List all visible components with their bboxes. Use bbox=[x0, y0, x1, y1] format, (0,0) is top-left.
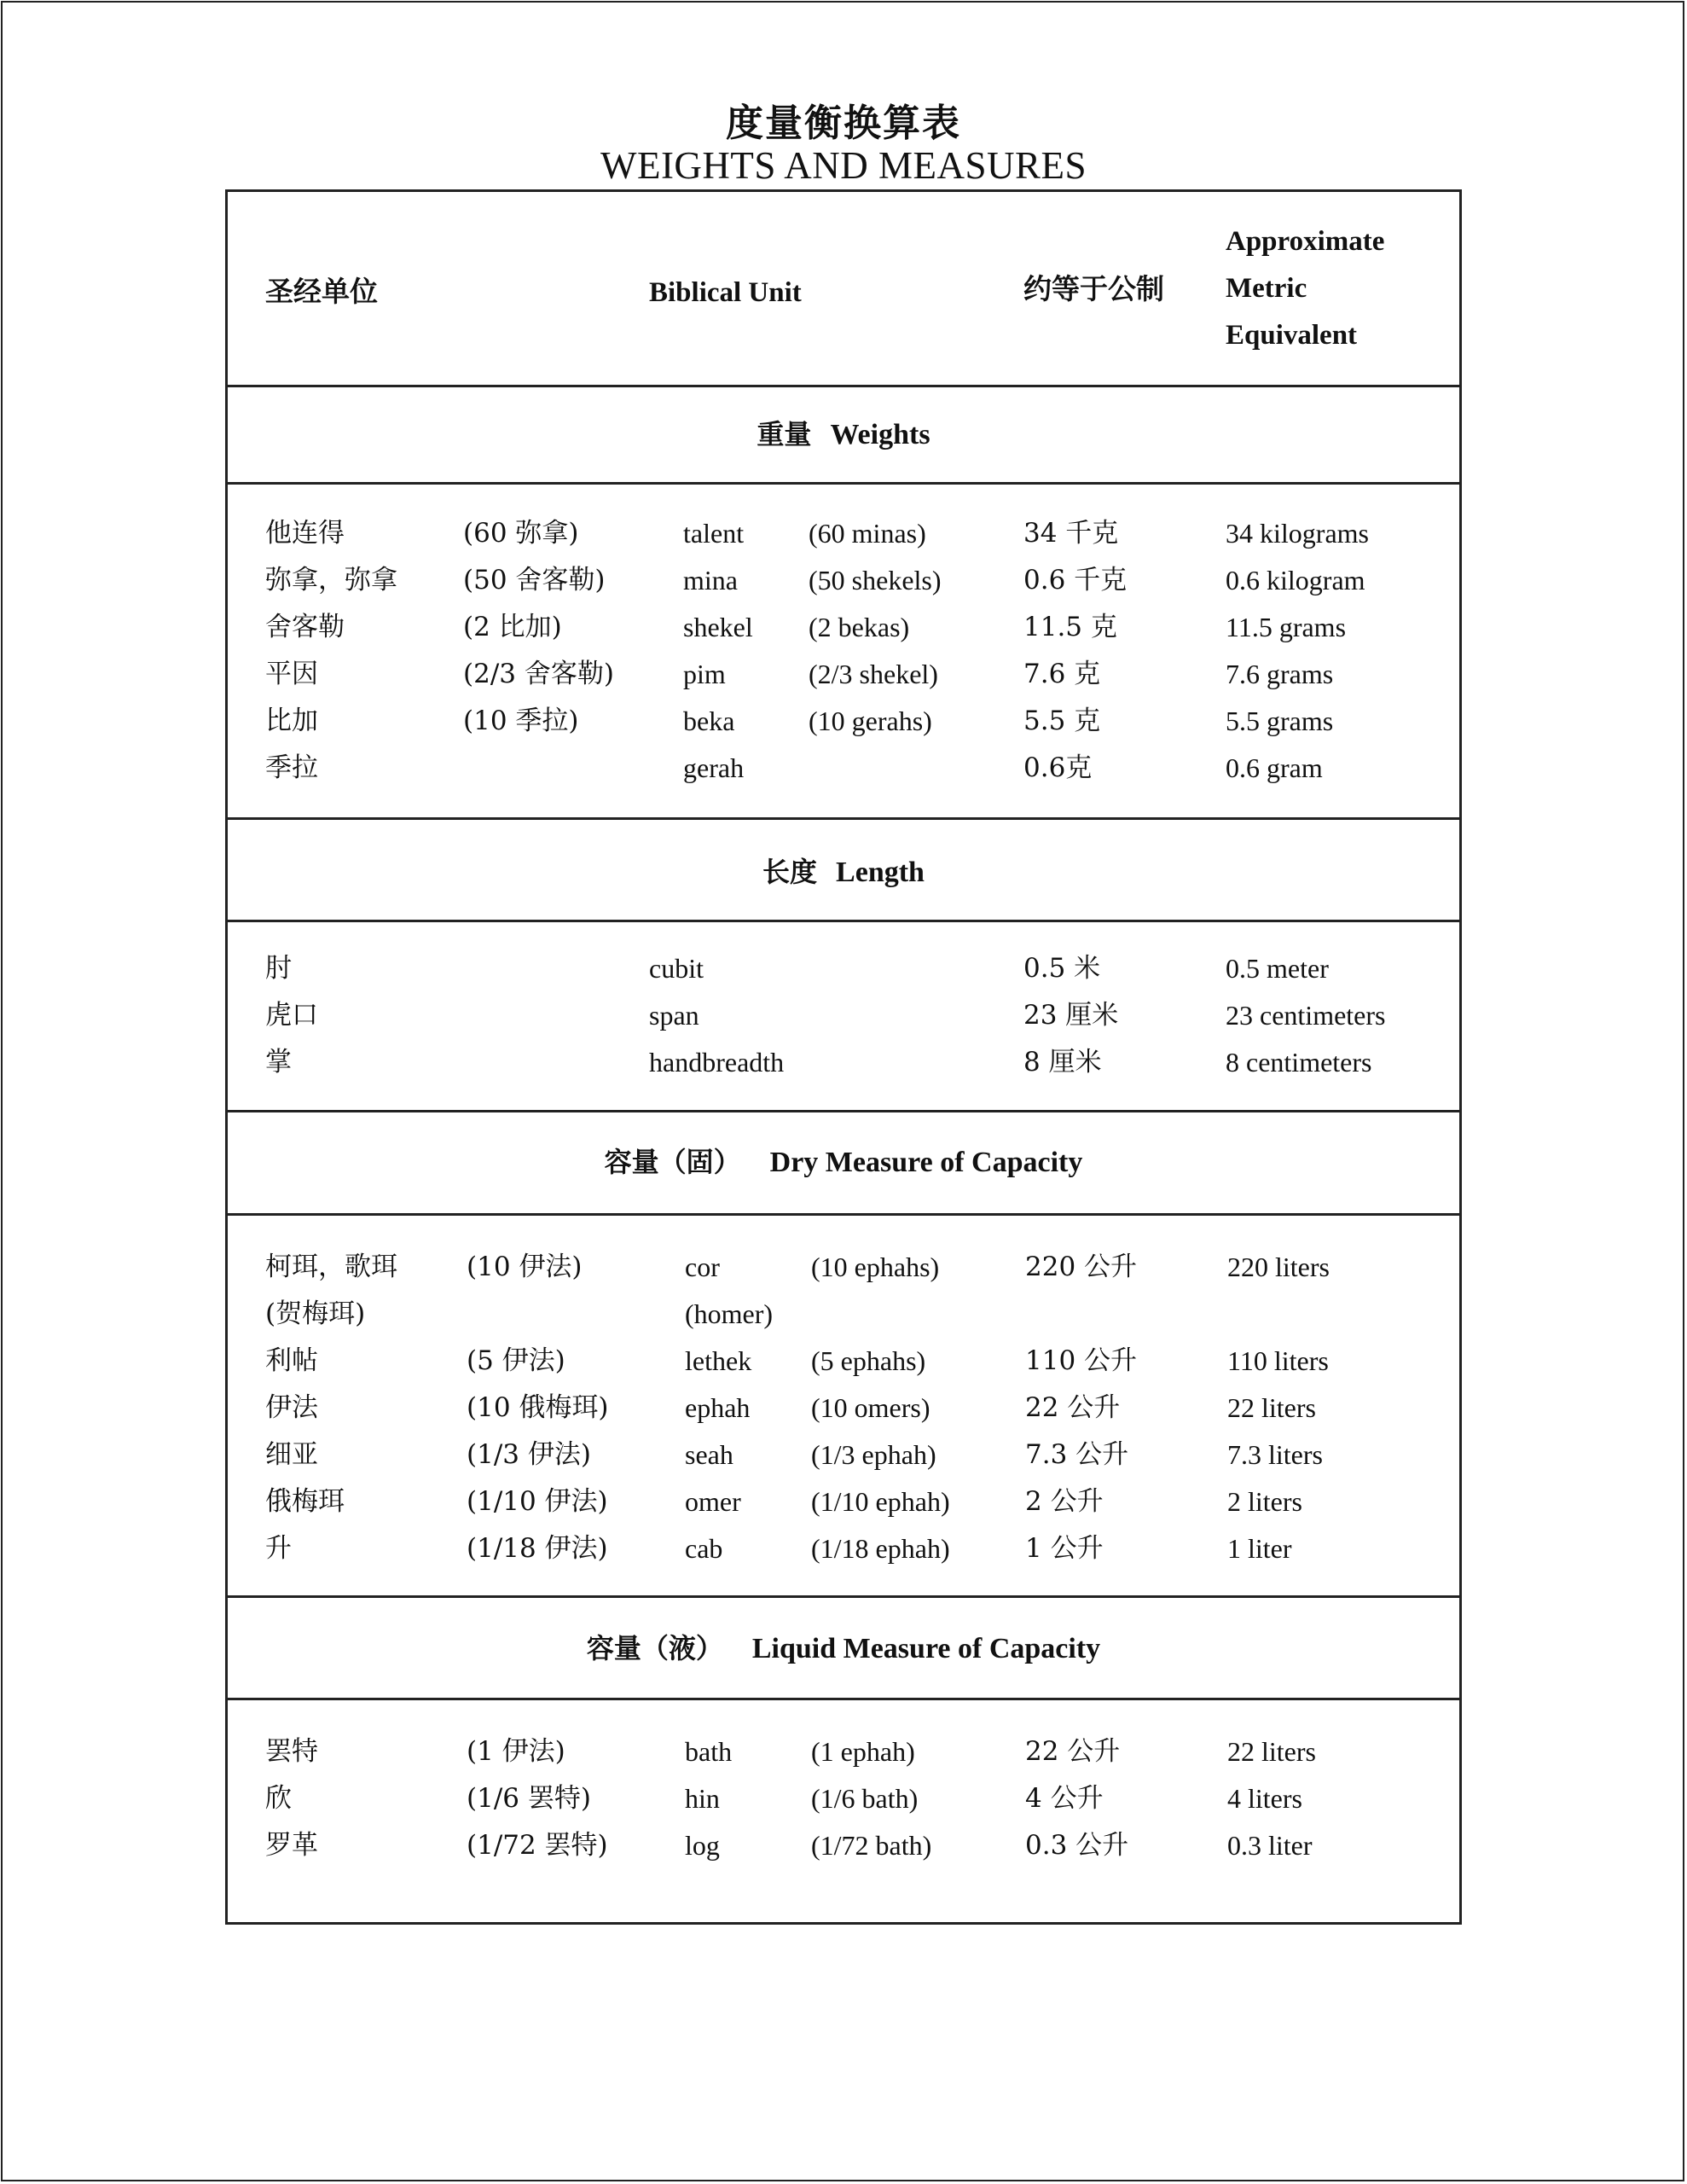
unit-en: ephah bbox=[685, 1392, 751, 1423]
metric-zh: 0.6克 bbox=[1023, 752, 1093, 783]
title-english: WEIGHTS AND MEASURES bbox=[600, 144, 1087, 187]
header-zh-unit: 圣经单位 bbox=[265, 275, 378, 308]
metric-en: 0.6 gram bbox=[1226, 752, 1323, 783]
unit-en-note: (2 bekas) bbox=[809, 612, 910, 642]
unit-zh-note: (1 伊法) bbox=[467, 1736, 565, 1767]
divider bbox=[228, 1595, 1459, 1598]
metric-zh: 34 千克 bbox=[1023, 518, 1119, 549]
divider bbox=[228, 1110, 1459, 1112]
section-title-zh: 长度 bbox=[762, 856, 818, 888]
unit-en: cubit bbox=[649, 953, 704, 984]
unit-en-note: (2/3 shekel) bbox=[809, 659, 938, 689]
unit-en: cab bbox=[685, 1533, 723, 1564]
unit-zh-note: (10 伊法) bbox=[467, 1252, 583, 1282]
metric-en: 22 liters bbox=[1227, 1392, 1316, 1423]
metric-en: 11.5 grams bbox=[1226, 612, 1347, 642]
metric-zh: 0.6 千克 bbox=[1023, 565, 1128, 595]
unit-zh: 欣 bbox=[265, 1783, 292, 1814]
unit-zh-note: (5 伊法) bbox=[467, 1345, 565, 1376]
unit-en-note: (5 ephahs) bbox=[811, 1345, 926, 1376]
section-title-zh: 重量 bbox=[757, 418, 812, 450]
unit-zh: 利帖 bbox=[265, 1345, 318, 1376]
unit-en-note: (10 omers) bbox=[811, 1392, 930, 1423]
divider bbox=[228, 920, 1459, 922]
metric-zh: 220 公升 bbox=[1025, 1252, 1138, 1282]
unit-en-note: (10 gerahs) bbox=[809, 706, 932, 736]
unit-zh: 升 bbox=[265, 1533, 292, 1564]
unit-zh: 肘 bbox=[265, 953, 292, 984]
unit-zh: 比加 bbox=[265, 706, 318, 736]
unit-zh: 罗革 bbox=[265, 1830, 318, 1861]
section-title-liquid-measure bbox=[228, 1631, 1459, 1666]
unit-en: shekel bbox=[683, 612, 753, 642]
section-title-weights bbox=[228, 417, 1459, 452]
unit-en-note: (10 ephahs) bbox=[811, 1252, 940, 1282]
metric-en: 7.6 grams bbox=[1226, 659, 1334, 689]
unit-zh: (贺梅珥) bbox=[265, 1298, 366, 1329]
title-chinese: 度量衡换算表 bbox=[726, 102, 961, 145]
unit-zh: 平因 bbox=[265, 659, 318, 689]
metric-zh: 7.6 克 bbox=[1023, 659, 1101, 689]
metric-en: 22 liters bbox=[1227, 1736, 1316, 1767]
unit-zh: 掌 bbox=[265, 1047, 292, 1077]
unit-zh-note: (60 弥拿) bbox=[463, 518, 579, 549]
unit-zh: 他连得 bbox=[265, 518, 345, 549]
unit-en: pim bbox=[683, 659, 726, 689]
metric-zh: 5.5 克 bbox=[1023, 706, 1101, 736]
header-en-metric-line2: Metric bbox=[1226, 273, 1307, 304]
unit-en-note: (50 shekels) bbox=[809, 565, 942, 595]
metric-en: 4 liters bbox=[1227, 1783, 1302, 1814]
unit-zh-note: (1/72 罢特) bbox=[467, 1830, 608, 1861]
metric-zh: 2 公升 bbox=[1025, 1486, 1104, 1517]
metric-zh: 0.5 米 bbox=[1023, 953, 1101, 984]
divider bbox=[228, 482, 1459, 485]
metric-en: 5.5 grams bbox=[1226, 706, 1334, 736]
metric-en: 7.3 liters bbox=[1227, 1439, 1323, 1470]
unit-zh: 细亚 bbox=[265, 1439, 318, 1470]
metric-zh: 1 公升 bbox=[1025, 1533, 1104, 1564]
unit-en: talent bbox=[683, 518, 745, 549]
divider bbox=[228, 1213, 1459, 1216]
metric-zh: 7.3 公升 bbox=[1025, 1439, 1129, 1470]
section-title-en: Length bbox=[836, 857, 925, 888]
unit-en-note: (1 ephah) bbox=[811, 1736, 915, 1767]
divider bbox=[228, 1698, 1459, 1700]
unit-en-note: (1/6 bath) bbox=[811, 1783, 919, 1814]
section-title-en: Weights bbox=[830, 419, 930, 450]
unit-en: hin bbox=[685, 1783, 720, 1814]
unit-zh-note: (1/18 伊法) bbox=[467, 1533, 608, 1564]
unit-zh-note: (1/6 罢特) bbox=[467, 1783, 591, 1814]
unit-en-note: (1/10 ephah) bbox=[811, 1486, 950, 1517]
metric-en: 0.3 liter bbox=[1227, 1830, 1313, 1861]
unit-en: lethek bbox=[685, 1345, 752, 1376]
unit-zh: 舍客勒 bbox=[265, 612, 345, 642]
unit-en-note: (1/72 bath) bbox=[811, 1830, 932, 1861]
unit-zh: 俄梅珥 bbox=[265, 1486, 345, 1517]
unit-en: bath bbox=[685, 1736, 733, 1767]
header-zh-metric: 约等于公制 bbox=[1023, 272, 1164, 305]
unit-en-note: (60 minas) bbox=[809, 518, 926, 549]
divider bbox=[228, 817, 1459, 820]
section-title-zh: 容量（固） bbox=[604, 1146, 741, 1178]
metric-zh: 23 厘米 bbox=[1023, 1000, 1119, 1031]
unit-en: span bbox=[649, 1000, 699, 1031]
unit-zh-note: (2 比加) bbox=[463, 612, 562, 642]
metric-en: 0.6 kilogram bbox=[1226, 565, 1365, 595]
section-title-zh: 容量（液） bbox=[586, 1632, 723, 1664]
metric-zh: 8 厘米 bbox=[1023, 1047, 1102, 1077]
conversion-table bbox=[225, 189, 1462, 1925]
header-en-unit: Biblical Unit bbox=[649, 277, 802, 308]
unit-zh-note: (10 俄梅珥) bbox=[467, 1392, 609, 1423]
unit-zh-note: (1/10 伊法) bbox=[467, 1486, 608, 1517]
metric-zh: 22 公升 bbox=[1025, 1736, 1121, 1767]
section-title-en: Liquid Measure of Capacity bbox=[751, 1633, 1101, 1664]
unit-en: omer bbox=[685, 1486, 741, 1517]
unit-en: handbreadth bbox=[649, 1047, 785, 1077]
unit-zh: 柯珥，歌珥 bbox=[265, 1252, 397, 1282]
unit-en: mina bbox=[683, 565, 738, 595]
metric-en: 8 centimeters bbox=[1226, 1047, 1372, 1077]
unit-zh-note: (50 舍客勒) bbox=[463, 565, 606, 595]
metric-en: 34 kilograms bbox=[1226, 518, 1369, 549]
metric-en: 0.5 meter bbox=[1226, 953, 1329, 984]
unit-zh-note: (1/3 伊法) bbox=[467, 1439, 591, 1470]
unit-en: beka bbox=[683, 706, 735, 736]
header-en-metric-line1: Approximate bbox=[1226, 226, 1385, 257]
header-en-metric-line3: Equivalent bbox=[1226, 320, 1358, 351]
metric-zh: 22 公升 bbox=[1025, 1392, 1121, 1423]
unit-en: gerah bbox=[683, 752, 745, 783]
unit-zh: 季拉 bbox=[265, 752, 318, 783]
unit-en-note: (1/18 ephah) bbox=[811, 1533, 950, 1564]
unit-zh: 虎口 bbox=[265, 1000, 318, 1031]
section-title-length bbox=[228, 855, 1459, 890]
unit-zh: 伊法 bbox=[265, 1392, 318, 1423]
metric-zh: 4 公升 bbox=[1025, 1783, 1104, 1814]
metric-en: 220 liters bbox=[1227, 1252, 1330, 1282]
unit-en: (homer) bbox=[685, 1298, 774, 1329]
metric-en: 23 centimeters bbox=[1226, 1000, 1386, 1031]
metric-zh: 0.3 公升 bbox=[1025, 1830, 1129, 1861]
metric-en: 110 liters bbox=[1227, 1345, 1329, 1376]
metric-zh: 11.5 克 bbox=[1023, 612, 1117, 642]
unit-en-note: (1/3 ephah) bbox=[811, 1439, 936, 1470]
divider bbox=[228, 385, 1459, 387]
unit-zh-note: (2/3 舍客勒) bbox=[463, 659, 614, 689]
metric-zh: 110 公升 bbox=[1025, 1345, 1138, 1376]
unit-en: log bbox=[685, 1830, 720, 1861]
metric-en: 2 liters bbox=[1227, 1486, 1302, 1517]
unit-zh-note: (10 季拉) bbox=[463, 706, 579, 736]
unit-en: seah bbox=[685, 1439, 733, 1470]
section-title-en: Dry Measure of Capacity bbox=[769, 1147, 1083, 1178]
unit-zh: 弥拿，弥拿 bbox=[265, 565, 397, 595]
unit-en: cor bbox=[685, 1252, 720, 1282]
metric-en: 1 liter bbox=[1227, 1533, 1292, 1564]
section-title-dry-measure bbox=[228, 1145, 1459, 1180]
unit-zh: 罢特 bbox=[265, 1736, 318, 1767]
